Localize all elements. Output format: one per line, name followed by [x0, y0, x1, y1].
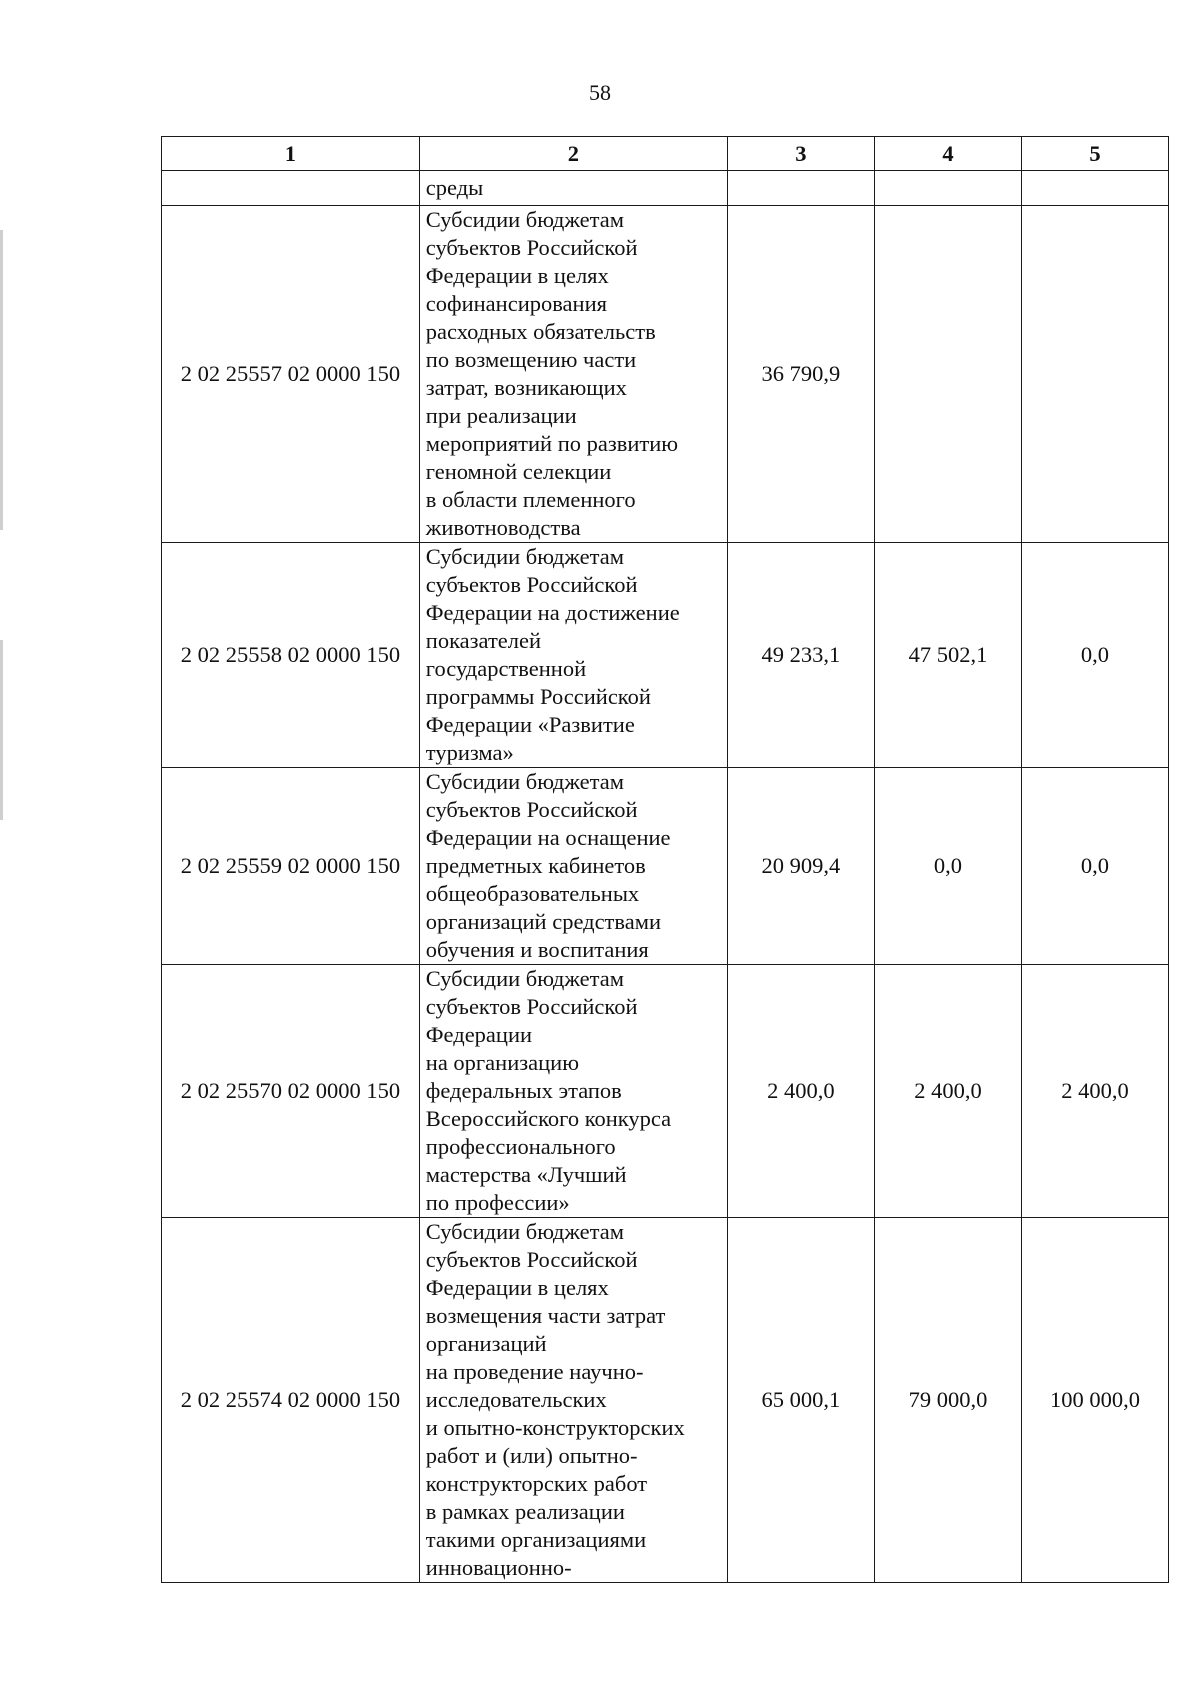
amount-col3-cell: 65 000,1	[727, 1218, 874, 1583]
description-line: исследовательских	[425, 1387, 607, 1412]
amount-col5-cell	[1021, 206, 1168, 543]
description-cell	[419, 543, 727, 768]
description-line: затрат, возникающих	[425, 375, 627, 400]
description-line: расходных обязательств	[425, 319, 656, 344]
amount-col5-cell	[1021, 171, 1168, 206]
description-line: субъектов Российской	[425, 994, 638, 1019]
description-line: обучения и воспитания	[425, 937, 649, 962]
budget-table	[161, 136, 1169, 1583]
budget-code-cell: 2 02 25559 02 0000 150	[162, 768, 420, 965]
table-row	[162, 768, 1169, 965]
table-row	[162, 1218, 1169, 1583]
description-line: общеобразовательных	[425, 881, 640, 906]
amount-col4-cell: 79 000,0	[874, 1218, 1021, 1583]
amount-col5-cell: 2 400,0	[1021, 965, 1168, 1218]
column-header: 4	[874, 137, 1021, 171]
table-header-row	[162, 137, 1169, 171]
description-line: по возмещению части	[425, 347, 637, 372]
description-line: государственной	[425, 656, 587, 681]
scan-artifact	[0, 230, 3, 530]
description-line: инновационно-	[425, 1555, 572, 1580]
amount-col3-cell: 20 909,4	[727, 768, 874, 965]
amount-col4-cell	[874, 171, 1021, 206]
scan-artifact	[0, 640, 3, 820]
description-line: в рамках реализации	[425, 1499, 625, 1524]
description-line: федеральных этапов	[425, 1078, 622, 1103]
amount-col3-cell: 2 400,0	[727, 965, 874, 1218]
column-header: 3	[727, 137, 874, 171]
amount-col4-cell	[874, 206, 1021, 543]
description-line: мероприятий по развитию	[425, 431, 679, 456]
description-line: и опытно-конструкторских	[425, 1415, 685, 1440]
description-line: Федерации в целях	[425, 1275, 609, 1300]
description-line: Субсидии бюджетам	[425, 769, 624, 794]
budget-code-cell: 2 02 25558 02 0000 150	[162, 543, 420, 768]
description-line: среды	[425, 175, 484, 200]
amount-col5-cell: 100 000,0	[1021, 1218, 1168, 1583]
amount-col4-cell: 0,0	[874, 768, 1021, 965]
table-row	[162, 965, 1169, 1218]
table-row	[162, 543, 1169, 768]
description-line: на проведение научно-	[425, 1359, 644, 1384]
description-line: возмещения части затрат	[425, 1303, 666, 1328]
description-line: при реализации	[425, 403, 577, 428]
description-line: по профессии»	[425, 1190, 570, 1215]
description-cell	[419, 768, 727, 965]
description-line: субъектов Российской	[425, 572, 638, 597]
description-line: софинансирования	[425, 291, 607, 316]
description-line: субъектов Российской	[425, 1247, 638, 1272]
description-line: конструкторских работ	[425, 1471, 648, 1496]
description-line: Федерации «Развитие	[425, 712, 635, 737]
description-line: показателей	[425, 628, 542, 653]
amount-col5-cell: 0,0	[1021, 543, 1168, 768]
description-cell	[419, 1218, 727, 1583]
description-line: субъектов Российской	[425, 235, 638, 260]
column-header: 2	[419, 137, 727, 171]
description-line: организаций средствами	[425, 909, 661, 934]
description-line: Федерации на достижение	[425, 600, 680, 625]
description-line: организаций	[425, 1331, 547, 1356]
description-line: работ и (или) опытно-	[425, 1443, 638, 1468]
description-line: Субсидии бюджетам	[425, 544, 624, 569]
description-line: Федерации на оснащение	[425, 825, 671, 850]
description-line: мастерства «Лучший	[425, 1162, 627, 1187]
description-line: профессионального	[425, 1134, 616, 1159]
description-line: такими организациями	[425, 1527, 647, 1552]
description-cell	[419, 206, 727, 543]
description-line: животноводства	[425, 515, 581, 540]
description-line: в области племенного	[425, 487, 636, 512]
table-row-continuation	[162, 171, 1169, 206]
description-line: Федерации в целях	[425, 263, 609, 288]
description-line: Субсидии бюджетам	[425, 966, 624, 991]
column-header: 1	[162, 137, 420, 171]
description-line: Субсидии бюджетам	[425, 1219, 624, 1244]
amount-col3-cell: 49 233,1	[727, 543, 874, 768]
amount-col3-cell: 36 790,9	[727, 206, 874, 543]
description-line: программы Российской	[425, 684, 651, 709]
description-line: на организацию	[425, 1050, 579, 1075]
description-line: геномной селекции	[425, 459, 612, 484]
budget-code-cell: 2 02 25574 02 0000 150	[162, 1218, 420, 1583]
description-line: Федерации	[425, 1022, 533, 1047]
description-line: предметных кабинетов	[425, 853, 646, 878]
description-cell	[419, 171, 727, 206]
amount-col3-cell	[727, 171, 874, 206]
description-cell	[419, 965, 727, 1218]
page-number: 58	[589, 80, 611, 105]
description-line: субъектов Российской	[425, 797, 638, 822]
amount-col4-cell: 2 400,0	[874, 965, 1021, 1218]
budget-code-cell: 2 02 25557 02 0000 150	[162, 206, 420, 543]
budget-code-cell: 2 02 25570 02 0000 150	[162, 965, 420, 1218]
amount-col4-cell: 47 502,1	[874, 543, 1021, 768]
column-header: 5	[1021, 137, 1168, 171]
description-line: Всероссийского конкурса	[425, 1106, 672, 1131]
description-line: туризма»	[425, 740, 514, 765]
description-line: Субсидии бюджетам	[425, 207, 624, 232]
table-row	[162, 206, 1169, 543]
amount-col5-cell: 0,0	[1021, 768, 1168, 965]
budget-code-cell	[162, 171, 420, 206]
